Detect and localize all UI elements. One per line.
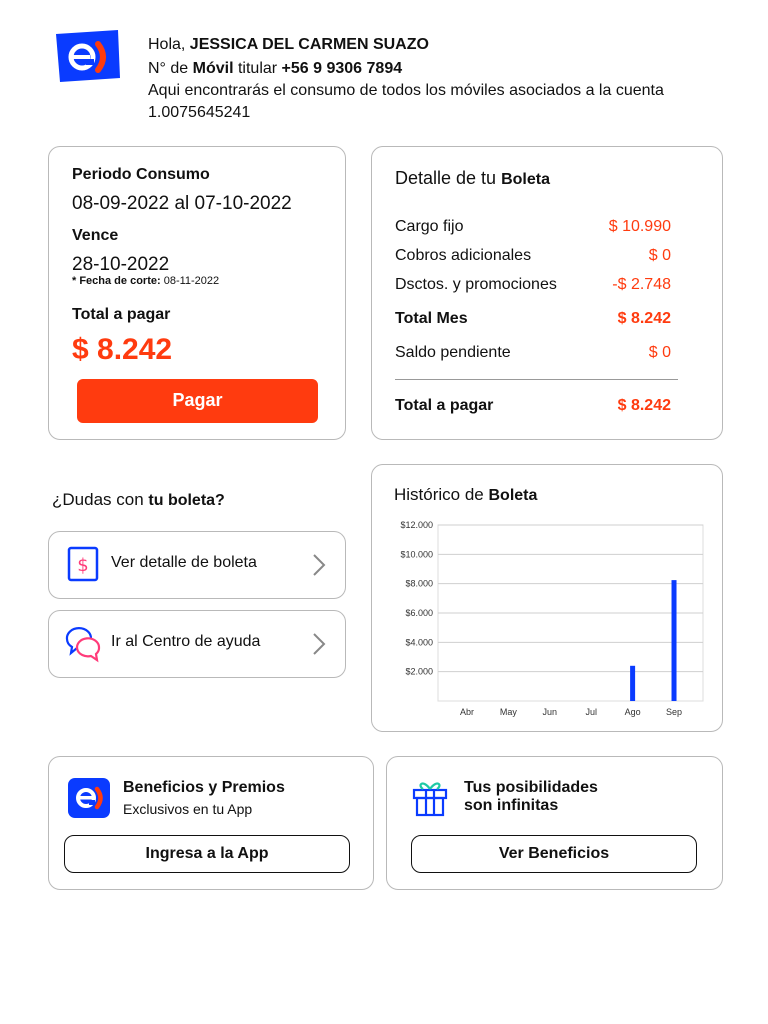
movil-label: Móvil bbox=[192, 60, 234, 77]
row-amount: $ 8.242 bbox=[617, 397, 671, 414]
link-label: Ir al Centro de ayuda bbox=[111, 633, 261, 650]
benefits-subtitle: Exclusivos en tu App bbox=[123, 801, 253, 817]
link-label: Ver detalle de boleta bbox=[111, 554, 257, 571]
svg-text:$: $ bbox=[77, 555, 89, 576]
phone-number: +56 9 9306 7894 bbox=[281, 60, 403, 77]
y-tick-label: $8.000 bbox=[405, 578, 433, 589]
greeting-block bbox=[148, 34, 708, 124]
entel-logo bbox=[52, 28, 122, 84]
chevron-right-icon bbox=[311, 552, 327, 578]
open-app-button[interactable]: Ingresa a la App bbox=[64, 835, 350, 873]
row-label: Total Mes bbox=[395, 310, 468, 327]
view-bill-detail-link[interactable] bbox=[48, 531, 346, 599]
help-center-link[interactable] bbox=[48, 610, 346, 678]
row-label: Total a pagar bbox=[395, 397, 494, 414]
detail-row-saldo-pendiente bbox=[395, 344, 671, 362]
row-amount: $ 0 bbox=[648, 344, 671, 361]
detail-row-cobros-adicionales bbox=[395, 247, 671, 265]
corte-label: * Fecha de corte: bbox=[72, 275, 161, 287]
pay-button[interactable]: Pagar bbox=[77, 379, 318, 423]
benefits-card bbox=[48, 756, 374, 890]
help-title-prefix: ¿Dudas con bbox=[52, 490, 149, 509]
x-tick-label: May bbox=[499, 707, 517, 717]
x-tick-label: Jul bbox=[585, 707, 597, 717]
fecha-corte bbox=[72, 275, 219, 287]
benefits-title: Beneficios y Premios bbox=[123, 779, 285, 796]
x-tick-label: Ago bbox=[624, 707, 641, 717]
detail-row-total-pagar bbox=[395, 397, 671, 415]
y-tick-label: $2.000 bbox=[405, 666, 433, 677]
row-label: Cargo fijo bbox=[395, 218, 464, 235]
total-label: Total a pagar bbox=[72, 306, 171, 323]
detail-row-cargo-fijo bbox=[395, 218, 671, 236]
possibilities-title bbox=[464, 779, 598, 815]
y-tick-label: $10.000 bbox=[400, 549, 433, 560]
vence-value: 28-10-2022 bbox=[72, 254, 170, 275]
account-description: Aqui encontrarás el consumo de todos los móviles asociados a la cuenta 1.0075645241 bbox=[148, 82, 664, 121]
history-bar-chart bbox=[372, 465, 722, 731]
bill-history-card bbox=[371, 464, 723, 732]
row-label: Dsctos. y promociones bbox=[395, 276, 557, 293]
y-tick-label: $4.000 bbox=[405, 637, 433, 648]
y-tick-label: $6.000 bbox=[405, 608, 433, 618]
row-amount: -$ 2.748 bbox=[612, 276, 671, 293]
help-title bbox=[52, 490, 225, 510]
detail-row-descuentos bbox=[395, 276, 671, 294]
y-tick-label: $12.000 bbox=[400, 520, 433, 530]
x-tick-label: Abr bbox=[459, 707, 474, 717]
customer-name: JESSICA DEL CARMEN SUAZO bbox=[189, 36, 429, 53]
greeting-line bbox=[148, 34, 708, 56]
phone-line bbox=[148, 58, 708, 80]
view-benefits-button[interactable]: Ver Beneficios bbox=[411, 835, 697, 873]
detail-row-total-mes bbox=[395, 310, 671, 328]
gift-icon bbox=[411, 777, 449, 817]
possibilities-card bbox=[386, 756, 723, 890]
chart-bar bbox=[672, 580, 677, 701]
vence-label: Vence bbox=[72, 227, 119, 244]
phone-prefix: N° de bbox=[148, 60, 193, 77]
row-label: Saldo pendiente bbox=[395, 344, 511, 361]
greeting-prefix: Hola, bbox=[148, 36, 190, 53]
billing-period-card bbox=[48, 146, 346, 440]
chart-bar bbox=[630, 666, 635, 701]
chat-bubbles-icon bbox=[63, 623, 103, 663]
bill-detail-card bbox=[371, 146, 723, 440]
periodo-value: 08-09-2022 al 07-10-2022 bbox=[72, 193, 292, 214]
help-title-bold: tu boleta? bbox=[148, 492, 225, 509]
entel-app-icon bbox=[67, 777, 111, 819]
possibilities-title-line1: Tus posibilidades bbox=[464, 779, 598, 796]
periodo-label: Periodo Consumo bbox=[72, 166, 210, 183]
history-title-prefix: Histórico de bbox=[394, 485, 489, 504]
dollar-document-icon bbox=[63, 544, 103, 584]
titular-label: titular bbox=[233, 60, 282, 77]
x-tick-label: Jun bbox=[542, 707, 558, 717]
row-label: Cobros adicionales bbox=[395, 247, 532, 264]
row-amount: $ 10.990 bbox=[608, 218, 671, 235]
detail-title-prefix: Detalle de tu bbox=[395, 168, 502, 188]
chevron-right-icon bbox=[311, 631, 327, 657]
row-amount: $ 0 bbox=[648, 247, 671, 264]
detail-title-bold: Boleta bbox=[501, 171, 550, 188]
x-tick-label: Sep bbox=[666, 707, 683, 717]
possibilities-title-line2: son infinitas bbox=[464, 797, 559, 814]
history-title-bold: Boleta bbox=[488, 487, 538, 504]
divider bbox=[395, 379, 678, 380]
total-amount: $ 8.242 bbox=[72, 333, 173, 366]
row-amount: $ 8.242 bbox=[617, 310, 671, 327]
corte-value: 08-11-2022 bbox=[163, 275, 220, 287]
detail-title bbox=[395, 168, 550, 189]
